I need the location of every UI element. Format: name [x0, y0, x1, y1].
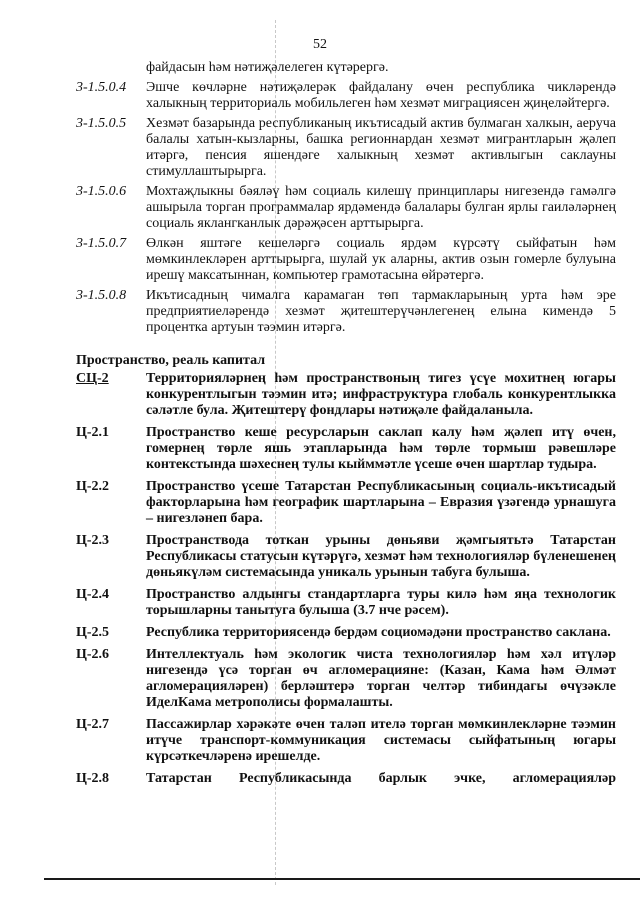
list-item — [76, 371, 616, 419]
item-code: 3-1.5.0.4 — [76, 80, 127, 95]
item-code: Ц-2.3 — [76, 533, 110, 548]
item-text: Хезмәт базарында республиканың икътисадый актив булмаган халкын, аеруча балалы хатын-кызларны, башка регионнардан хезмәт мигрантларын җәлеп итәргә, пенсия яшендәге халыкның хезмәт активлыгын саклауны стимуллаштырырга. — [146, 116, 616, 179]
item-code: Ц-2.6 — [76, 647, 110, 662]
list-item — [76, 425, 616, 473]
item-text: Эшче көчләрне нәтиҗәлерәк файдалану өчен республика чикләрендә халыкның территориаль мобильлеген һәм хезмәт миграциясен җиңеләйтергә. — [146, 80, 616, 111]
list-item — [76, 184, 616, 232]
page-bottom-rule — [44, 878, 640, 880]
list-item — [76, 625, 616, 641]
list-item — [76, 771, 616, 787]
item-text: Республика территориясендә бердәм социомәдәни пространство саклана. — [146, 625, 611, 640]
list-item — [76, 236, 616, 284]
list-item — [76, 587, 616, 619]
item-code: Ц-2.2 — [76, 479, 110, 494]
item-text: Пространство алдынгы стандартларга туры килә һәм яңа технологик торышларны танытуга булыша (3.7 нче рәсем). — [146, 587, 616, 618]
item-text: Пассажирлар хәрәкәте өчен таләп ителә торган мөмкинлекләрне тәэмин итүче транспорт-коммуникация системасы сыйфатының югары күрсәткечләренә ирешелде. — [146, 717, 616, 764]
item-text: Территорияләрнең һәм пространствоның тигез үсүе мохитнең югары конкурентлыгын тәэмин итә; инфраструктура глобаль конкурентлыкка сәләтле була. Җитештерү фондлары нәтиҗәле файдаланыла. — [146, 371, 616, 418]
item-text: Пространствода тоткан урыны дөньяви җәмгыятьтә Татарстан Республикасы статусын күтәрүгә, хезмәт һәм технологияләр бүленешенең дөньякүләм системасында уникаль урынын табуга булыша. — [146, 533, 616, 580]
item-text: Пространство үсеше Татарстан Республикасының социаль-икътисадый факторларына һәм географик шартларына – Евразия үзәгендә урнашуга – нигезләнеп бара. — [146, 479, 616, 526]
item-code: 3-1.5.0.7 — [76, 236, 127, 251]
item-text: Мохтаҗлыкны бәяләү һәм социаль килешү принциплары нигезендә гамәлгә ашырыла торган программалар ярдәмендә балалары булган ярлы гаиләләрнең социаль яклангканлык дәрәҗәсен арттырырга. — [146, 184, 616, 231]
item-text: Татарстан Республикасында барлык эчке, агломерацияләр — [146, 771, 616, 786]
list-item — [76, 647, 616, 711]
list-item — [76, 533, 616, 581]
list-item — [76, 717, 616, 765]
item-code: 3-1.5.0.8 — [76, 288, 127, 303]
list-item — [76, 116, 616, 180]
item-code: Ц-2.7 — [76, 717, 110, 732]
item-code: Ц-2.8 — [76, 771, 110, 786]
item-code: Ц-2.5 — [76, 625, 110, 640]
item-code: Ц-2.4 — [76, 587, 110, 602]
item-text: Интеллектуаль һәм экологик чиста технологияләр һәм хәл итүләр нигезендә үсә торган өч агломерацияне: (Казан, Кама һәм Әлмәт агломерацияләрен) берләштерә торган челтәр тибиндагы өчүзәкле ИделКама метрополисы формалашты. — [146, 647, 616, 710]
item-code: Ц-2.1 — [76, 425, 110, 440]
item-text: Пространство кеше ресурсларын саклап калу һәм җәлеп итү өчен, гомернең төрле яшь этапларында һәм төрле тормыш рәвешләре контекстында шәхеснең тулы кыйммәтле үсеше өчен шартлар тудыра. — [146, 425, 616, 472]
item-text: Икътисадның чималга карамаган төп тармакларының урта һәм эре предприятиеләрендә хезмәт җитештерүчәнлегенең елына кимендә 5 процентка артуын тәэмин итәргә. — [146, 288, 616, 335]
item-text: Өлкән яштәге кешеләргә социаль ярдәм күрсәтү сыйфатын һәм мөмкинлекләрен арттырырга, шулай ук аларны, актив озын гомерле булуына ирешү максатыннан, компьютер грамотасына өйрәтергә. — [146, 236, 616, 283]
item-code: 3-1.5.0.5 — [76, 116, 127, 131]
item-code: 3-1.5.0.6 — [76, 184, 127, 199]
list-item — [76, 479, 616, 527]
section-heading: Пространство, реаль капитал — [76, 353, 266, 368]
intro-line: файдасын һәм нәтиҗәлелеген күтәрергә. — [146, 60, 389, 75]
page-number: 52 — [313, 37, 327, 52]
page-content — [76, 60, 616, 787]
list-item — [76, 80, 616, 112]
list-item — [76, 288, 616, 336]
item-code: СЦ-2 — [76, 371, 109, 386]
